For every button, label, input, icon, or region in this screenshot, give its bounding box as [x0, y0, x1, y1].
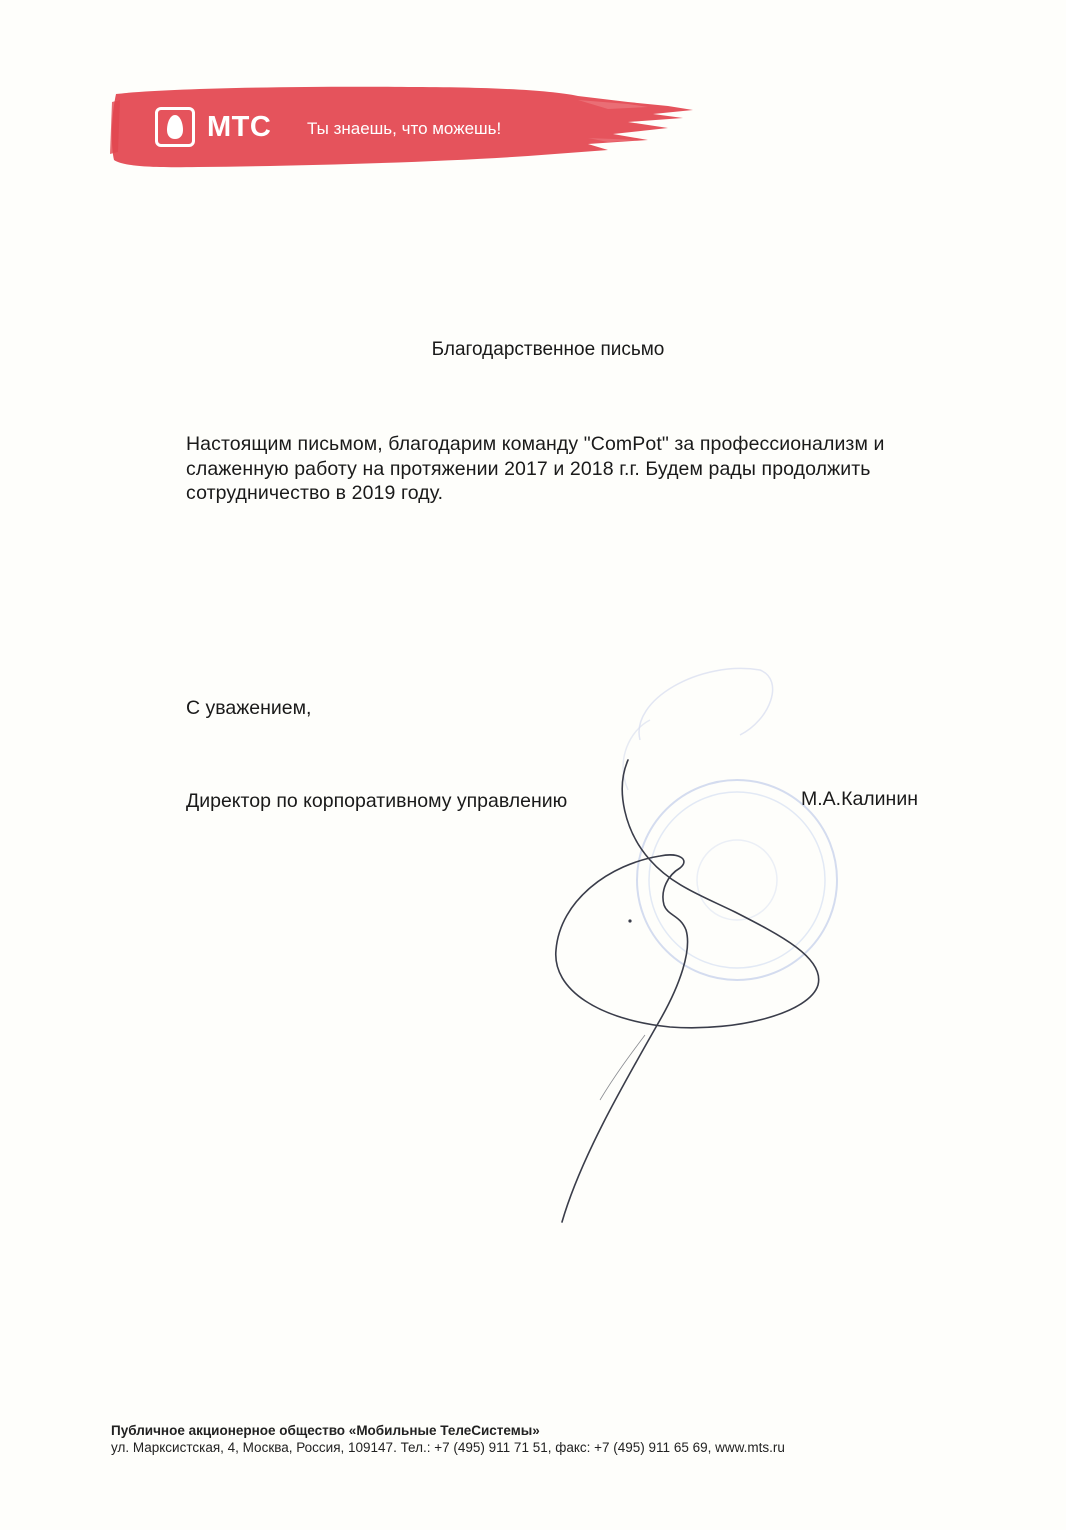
letter-footer	[111, 1422, 785, 1456]
letter-closing: С уважением,	[186, 697, 312, 719]
letter-body-line: сотрудничество в 2019 году.	[186, 482, 444, 504]
footer-address: ул. Марксистская, 4, Москва, Россия, 109147. Тел.: +7 (495) 911 71 51, факс: +7 (495) 911 65 69, www.mts.ru	[111, 1440, 785, 1455]
letter-body	[186, 432, 946, 506]
mts-logo-text: МТС	[207, 111, 272, 143]
signer-position: Директор по корпоративному управлению	[186, 790, 568, 812]
footer-company-name: Публичное акционерное общество «Мобильные ТелеСистемы»	[111, 1423, 540, 1438]
brand-slogan: Ты знаешь, что можешь!	[307, 119, 502, 138]
letter-title: Благодарственное письмо	[431, 339, 665, 360]
letter-body-line: Настоящим письмом, благодарим команду "ComPot" за профессионализм и	[186, 433, 885, 455]
signer-name: М.А.Калинин	[801, 788, 918, 810]
letter-body-line: слаженную работу на протяжении 2017 и 2018 г.г. Будем рады продолжить	[186, 457, 871, 480]
